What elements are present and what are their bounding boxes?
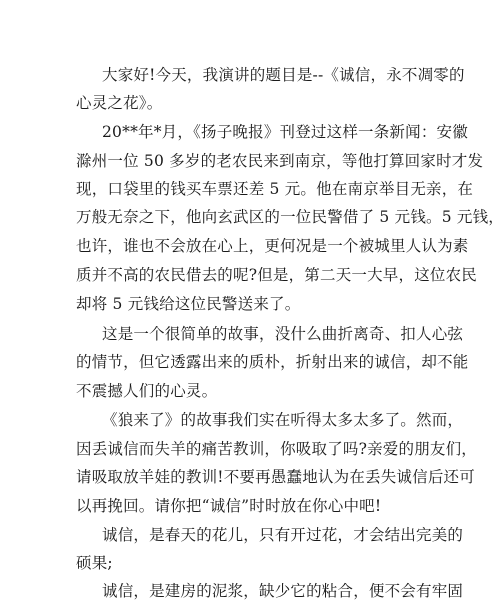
text-line: 以再挽回。请你把“诚信”时时放在你心中吧! — [76, 497, 382, 515]
text-line: 诚信，是春天的花儿，只有开过花，才会结出完美的 — [102, 526, 464, 544]
text-line: 因丢诚信而失羊的痛苦教训，你吸取了吗?亲爱的朋友们， — [76, 440, 478, 458]
text-line: 的情节，但它透露出来的质朴，折射出来的诚信，却不能 — [76, 353, 469, 371]
text-line: 请吸取放羊娃的教训!不要再愚蠢地认为在丢失诚信后还可 — [76, 468, 475, 486]
text-line: 不震撼人们的心灵。 — [76, 382, 218, 400]
text-line: 心灵之花》。 — [76, 94, 163, 112]
text-line: 质并不高的农民借去的呢?但是，第二天一大早，这位农民 — [76, 266, 478, 284]
text-line: 20**年*月，《扬子晚报》刊登过这样一条新闻：安徽 — [102, 123, 468, 141]
text-line: 《狼来了》的故事我们实在听得太多太多了。然而， — [102, 411, 464, 429]
text-line: 滁州一位 50 多岁的老农民来到南京，等他打算回家时才发 — [76, 152, 484, 170]
text-line: 大家好!今天，我演讲的题目是--《诚信，永不凋零的 — [102, 66, 465, 84]
text-line: 却将 5 元钱给这位民警送来了。 — [76, 295, 301, 313]
text-line: 这是一个很简单的故事，没什么曲折离奇、扣人心弦 — [102, 325, 464, 343]
text-line: 万般无奈之下，他向玄武区的一位民警借了 5 元钱。5 元钱， — [76, 208, 504, 226]
text-line: 也许，谁也不会放在心上，更何况是一个被城里人认为素 — [76, 237, 469, 255]
text-line: 硕果; — [76, 554, 113, 572]
text-line: 诚信，是建房的泥浆，缺少它的粘合，便不会有牢固 — [102, 582, 464, 600]
text-line: 现，口袋里的钱买车票还差 5 元。他在南京举目无亲，在 — [76, 180, 474, 198]
